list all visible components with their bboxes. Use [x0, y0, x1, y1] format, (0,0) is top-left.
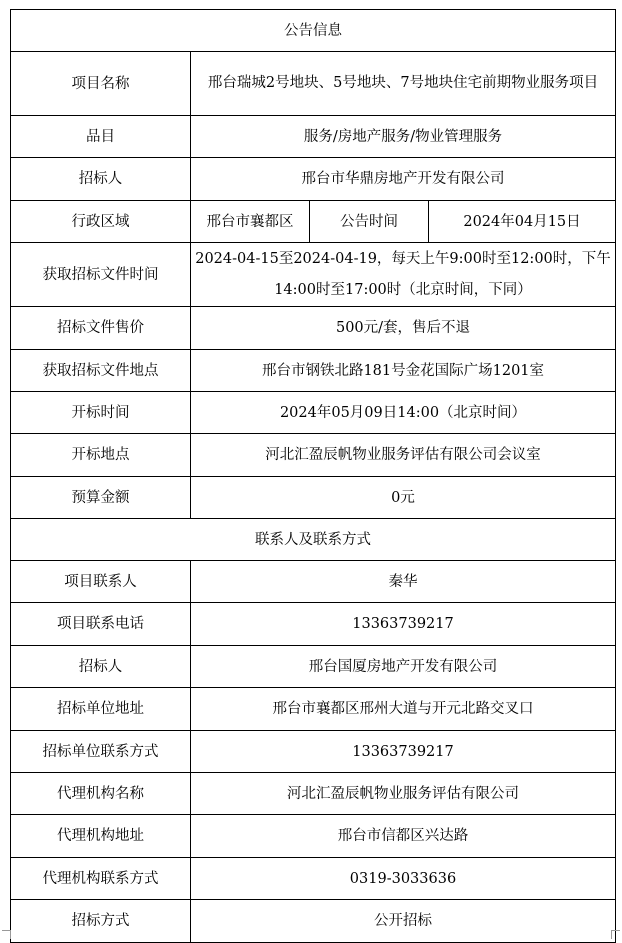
doc-price-label: 招标文件售价	[11, 307, 191, 350]
open-place-value: 河北汇盈辰帆物业服务评估有限公司会议室	[191, 434, 616, 477]
open-time-value: 2024年05月09日14:00（北京时间）	[191, 392, 616, 434]
table-row	[11, 52, 616, 116]
project-name-value: 邢台瑞城2号地块、5号地块、7号地块住宅前期物业服务项目	[191, 52, 616, 116]
announce-time-value: 2024年04月15日	[429, 201, 616, 243]
table-row	[11, 201, 616, 243]
project-contact-label: 项目联系人	[11, 561, 191, 603]
bid-method-label: 招标方式	[11, 900, 191, 943]
tenderer2-value: 邢台国厦房地产开发有限公司	[191, 646, 616, 688]
category-label: 品目	[11, 116, 191, 158]
agency-name-value: 河北汇盈辰帆物业服务评估有限公司	[191, 773, 616, 815]
table-row	[11, 858, 616, 900]
agency-address-value: 邢台市信都区兴达路	[191, 815, 616, 858]
table-row	[11, 603, 616, 646]
table-row	[11, 773, 616, 815]
page-corner-mark	[2, 930, 11, 939]
notice-table	[10, 9, 616, 943]
section-title-contact: 联系人及联系方式	[11, 519, 616, 561]
doc-place-value: 邢台市钢铁北路181号金花国际广场1201室	[191, 350, 616, 392]
table-row	[11, 392, 616, 434]
tenderer-contact-label: 招标单位联系方式	[11, 731, 191, 773]
page-corner-mark	[611, 930, 620, 939]
table-row	[11, 731, 616, 773]
table-row	[11, 434, 616, 477]
table-row	[11, 243, 616, 307]
tenderer-value: 邢台市华鼎房地产开发有限公司	[191, 158, 616, 201]
bid-method-value: 公开招标	[191, 900, 616, 943]
region-label: 行政区域	[11, 201, 191, 243]
table-row	[11, 158, 616, 201]
doc-place-label: 获取招标文件地点	[11, 350, 191, 392]
doc-time-label: 获取招标文件时间	[11, 243, 191, 307]
table-row	[11, 688, 616, 731]
announce-time-label: 公告时间	[310, 201, 429, 243]
open-time-label: 开标时间	[11, 392, 191, 434]
tenderer-label: 招标人	[11, 158, 191, 201]
table-row	[11, 116, 616, 158]
project-phone-value: 13363739217	[191, 603, 616, 646]
section-title-notice: 公告信息	[11, 10, 616, 52]
table-row	[11, 350, 616, 392]
table-row	[11, 646, 616, 688]
table-row	[11, 900, 616, 943]
doc-time-value: 2024-04-15至2024-04-19，每天上午9:00时至12:00时，下午14:00时至17:00时（北京时间，下同）	[191, 243, 616, 307]
project-name-label: 项目名称	[11, 52, 191, 116]
agency-contact-value: 0319-3033636	[191, 858, 616, 900]
table-row	[11, 561, 616, 603]
table-row	[11, 477, 616, 519]
agency-name-label: 代理机构名称	[11, 773, 191, 815]
agency-contact-label: 代理机构联系方式	[11, 858, 191, 900]
contact-header-row	[11, 519, 616, 561]
budget-value: 0元	[191, 477, 616, 519]
table-row	[11, 815, 616, 858]
project-phone-label: 项目联系电话	[11, 603, 191, 646]
tenderer-address-value: 邢台市襄都区邢州大道与开元北路交叉口	[191, 688, 616, 731]
doc-price-value: 500元/套，售后不退	[191, 307, 616, 350]
notice-header-row	[11, 10, 616, 52]
tenderer2-label: 招标人	[11, 646, 191, 688]
category-value: 服务/房地产服务/物业管理服务	[191, 116, 616, 158]
region-value: 邢台市襄都区	[191, 201, 310, 243]
agency-address-label: 代理机构地址	[11, 815, 191, 858]
open-place-label: 开标地点	[11, 434, 191, 477]
table-row	[11, 307, 616, 350]
tenderer-contact-value: 13363739217	[191, 731, 616, 773]
budget-label: 预算金额	[11, 477, 191, 519]
tenderer-address-label: 招标单位地址	[11, 688, 191, 731]
project-contact-value: 秦华	[191, 561, 616, 603]
